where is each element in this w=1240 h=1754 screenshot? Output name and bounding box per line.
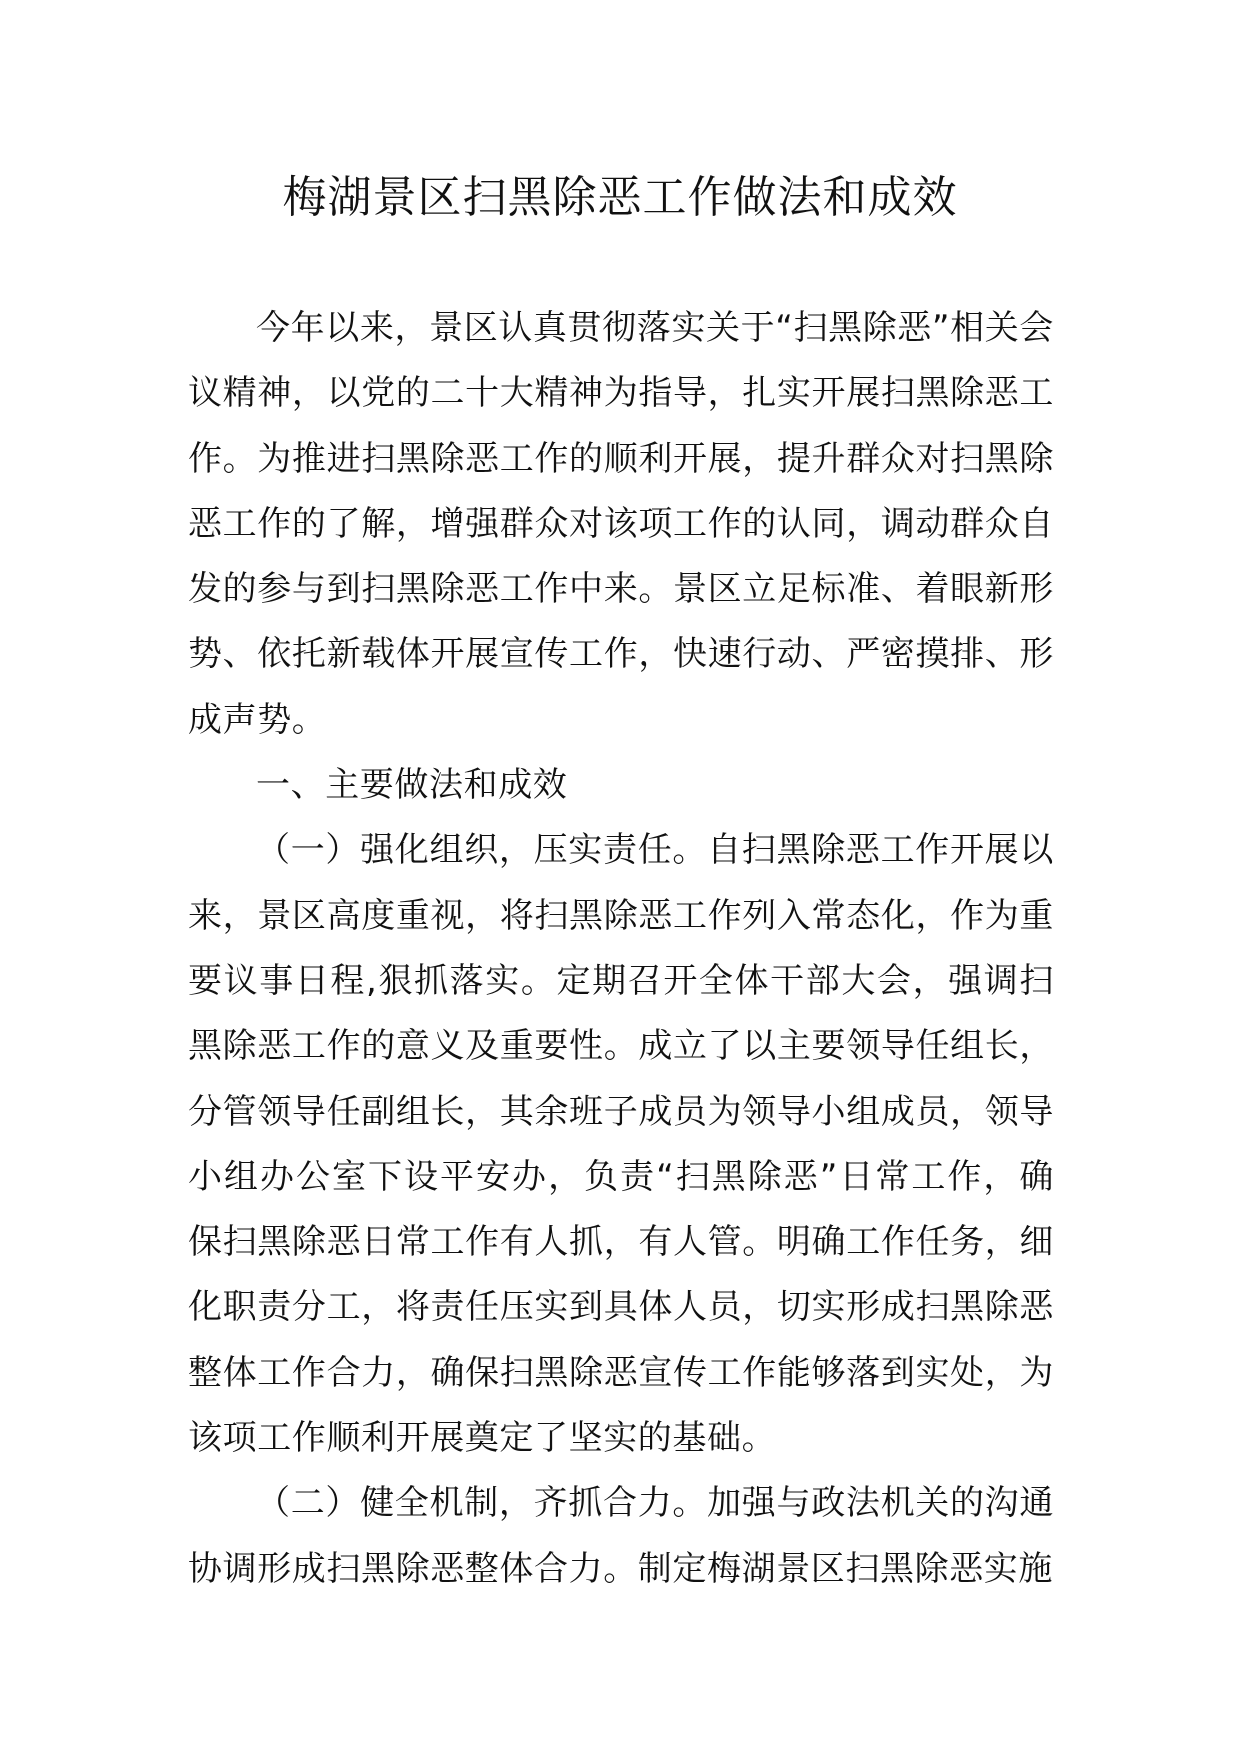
intro-paragraph: 今年以来，景区认真贯彻落实关于“扫黑除恶”相关会议精神，以党的二十大精神为指导，扎实开展扫黑除恶工作。为推进扫黑除恶工作的顺利开展，提升群众对扫黑除恶工作的了解，增强群众对该项工作的认同，调动群众自发的参与到扫黑除恶工作中来。景区立足标准、着眼新形势、依托新载体开展宣传工作，快速行动、严密摸排、形成声势。 — [188, 308, 1054, 740]
document-body — [188, 296, 1054, 1602]
document-title: 梅湖景区扫黑除恶工作做法和成效 — [282, 172, 958, 223]
subsection-paragraph-1: （一）强化组织，压实责任。自扫黑除恶工作开展以来，景区高度重视，将扫黑除恶工作列入常态化，作为重要议事日程,狠抓落实。定期召开全体干部大会，强调扫黑除恶工作的意义及重要性。成立了以主要领导任组长，分管领导任副组长，其余班子成员为领导小组成员，领导小组办公室下设平安办，负责“扫黑除恶”日常工作，确保扫黑除恶日常工作有人抓，有人管。明确工作任务，细化职责分工，将责任压实到具体人员，切实形成扫黑除恶整体工作合力，确保扫黑除恶宣传工作能够落到实处，为该项工作顺利开展奠定了坚实的基础。 — [188, 830, 1054, 1459]
subsection-paragraph-2: （二）健全机制，齐抓合力。加强与政法机关的沟通协调形成扫黑除恶整体合力。制定梅湖景区扫黑除恶实施 — [188, 1483, 1054, 1589]
section-heading: 一、主要做法和成效 — [256, 765, 568, 806]
